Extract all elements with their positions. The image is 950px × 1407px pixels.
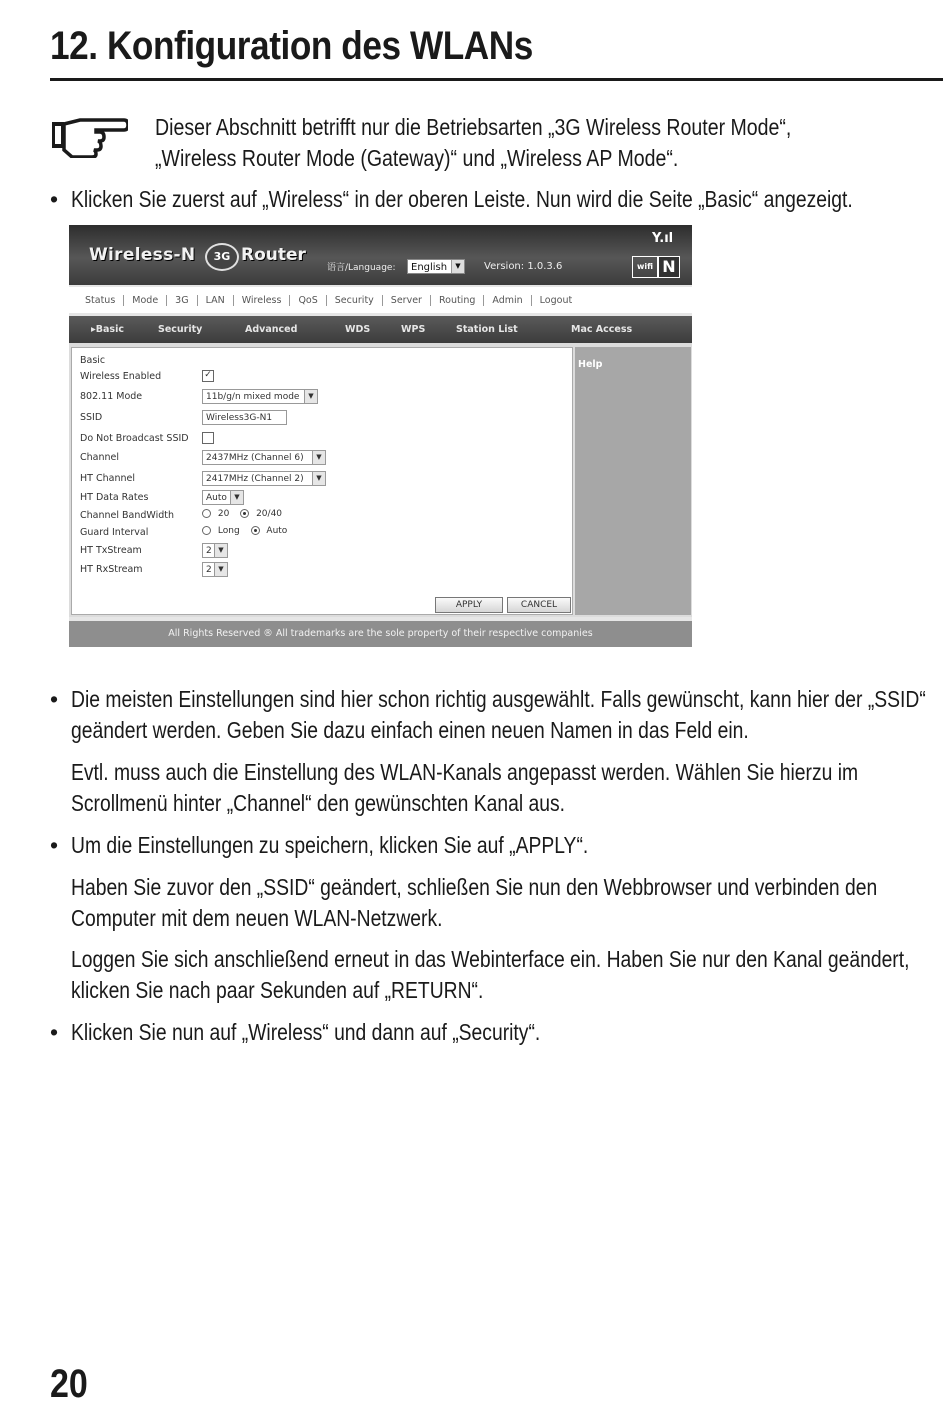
- paragraph-3: Evtl. muss auch die Einstellung des WLAN-Kanals angepasst werden. Wählen Sie hierzu im Scrollmenü hinter „Channel“ den gewünschten Kanal aus.: [71, 759, 859, 816]
- chevron-down-icon: ▼: [451, 260, 464, 273]
- tx-stream-select[interactable]: 2 ▼: [202, 543, 228, 558]
- cancel-button[interactable]: CANCEL: [507, 597, 571, 613]
- top-navigation: [69, 287, 692, 313]
- chevron-down-icon: ▼: [304, 390, 317, 403]
- tab-mac-access[interactable]: Mac Access: [571, 324, 633, 335]
- language-select[interactable]: English ▼: [407, 259, 465, 274]
- tab-basic[interactable]: ▸Basic: [91, 324, 124, 335]
- router-screenshot: [69, 225, 692, 647]
- chevron-down-icon: ▼: [230, 491, 243, 504]
- help-panel: [575, 347, 691, 615]
- nav-status[interactable]: Status: [77, 295, 124, 306]
- wireless-sub-navigation: [69, 316, 692, 343]
- router-header: [69, 225, 692, 285]
- chevron-down-icon: ▼: [312, 451, 325, 464]
- bandwidth-20-label: 20: [217, 509, 230, 519]
- basic-settings-form: [71, 347, 573, 615]
- nav-admin[interactable]: Admin: [484, 295, 531, 306]
- chevron-down-icon: ▼: [214, 563, 227, 576]
- brand-3g-logo: 3G: [205, 243, 239, 271]
- bullet: •: [50, 186, 59, 212]
- page-title: 12. Konfiguration des WLANs: [50, 24, 533, 68]
- paragraph-7: Klicken Sie nun auf „Wireless“ und dann auf „Security“.: [71, 1019, 541, 1045]
- bandwidth-label: Channel BandWidth: [80, 510, 175, 521]
- nav-logout[interactable]: Logout: [539, 294, 573, 306]
- ht-rates-label: HT Data Rates: [80, 492, 149, 503]
- tab-security[interactable]: Security: [158, 324, 203, 335]
- paragraph-6: Loggen Sie sich anschließend erneut in das Webinterface ein. Haben Sie nur den Kanal geändert, klicken Sie nach paar Sekunden auf „RETURN“.: [71, 946, 910, 1003]
- nav-lan[interactable]: LAN: [198, 295, 234, 306]
- wireless-enabled-checkbox[interactable]: ✓: [202, 370, 214, 382]
- rx-stream-select[interactable]: 2 ▼: [202, 562, 228, 577]
- wireless-enabled-label: Wireless Enabled: [80, 371, 162, 382]
- guard-long-label: Long: [217, 526, 240, 536]
- help-title: Help: [578, 359, 603, 370]
- mode-select[interactable]: 11b/g/n mixed mode ▼: [202, 389, 318, 404]
- channel-label: Channel: [80, 452, 120, 463]
- chevron-down-icon: ▼: [312, 472, 325, 485]
- guard-auto-label: Auto: [266, 526, 288, 536]
- signal-antenna-icon: Y.ıl: [652, 231, 674, 246]
- ssid-input[interactable]: Wireless3G-N1: [202, 410, 287, 425]
- chevron-down-icon: ▼: [214, 544, 227, 557]
- no-broadcast-label: Do Not Broadcast SSID: [80, 433, 189, 444]
- tab-wds[interactable]: WDS: [345, 324, 371, 335]
- paragraph-4: Um die Einstellungen zu speichern, klicken Sie auf „APPLY“.: [71, 832, 589, 858]
- paragraph-5: Haben Sie zuvor den „SSID“ geändert, schließen Sie nun den Webbrowser und verbinden den Computer mit dem neuen WLAN-Netzwerk.: [71, 874, 878, 931]
- brand-router: Router: [241, 245, 306, 265]
- tab-wps[interactable]: WPS: [401, 324, 426, 335]
- bandwidth-20-40-label: 20/40: [256, 509, 283, 519]
- title-rule: [50, 78, 943, 81]
- rx-stream-label: HT RxStream: [80, 564, 143, 575]
- nav-security[interactable]: Security: [327, 295, 383, 306]
- paragraph-2: Die meisten Einstellungen sind hier schon richtig ausgewählt. Falls gewünscht, kann hier der „SSID“ geändert werden. Geben Sie dazu einfach einen neuen Namen in das Feld ein.: [71, 686, 926, 743]
- ht-channel-label: HT Channel: [80, 473, 135, 484]
- paragraph-1: Klicken Sie zuerst auf „Wireless“ in der oberen Leiste. Nun wird die Seite „Basic“ angezeigt.: [71, 186, 853, 212]
- firmware-version: Version: 1.0.3.6: [484, 261, 563, 272]
- ht-rates-select[interactable]: Auto ▼: [202, 490, 244, 505]
- apply-button[interactable]: APPLY: [435, 597, 503, 613]
- bullet: •: [50, 1019, 59, 1045]
- tx-stream-label: HT TxStream: [80, 545, 142, 556]
- tab-station-list[interactable]: Station List: [456, 324, 518, 335]
- ssid-label: SSID: [80, 412, 103, 423]
- nav-routing[interactable]: Routing: [431, 295, 484, 306]
- guard-long-radio[interactable]: [202, 526, 211, 535]
- pointing-hand-icon: [50, 112, 128, 158]
- guard-interval-label: Guard Interval: [80, 527, 149, 538]
- section-title: Basic: [80, 355, 106, 366]
- language-label: 语言/Language:: [327, 263, 396, 273]
- n-badge-icon: N: [658, 256, 680, 278]
- bandwidth-20-radio[interactable]: [202, 509, 211, 518]
- router-footer: All Rights Reserved ® All trademarks are the sole property of their respective companies: [69, 621, 692, 647]
- no-broadcast-checkbox[interactable]: [202, 432, 214, 444]
- ht-channel-select[interactable]: 2417MHz (Channel 2) ▼: [202, 471, 326, 486]
- nav-wireless[interactable]: Wireless: [234, 295, 291, 306]
- brand-wireless-n: Wireless-N: [89, 245, 196, 265]
- bullet: •: [50, 686, 59, 712]
- tab-advanced[interactable]: Advanced: [245, 324, 298, 335]
- nav-mode[interactable]: Mode: [124, 295, 167, 306]
- channel-select[interactable]: 2437MHz (Channel 6) ▼: [202, 450, 326, 465]
- nav-qos[interactable]: QoS: [290, 295, 326, 306]
- guard-auto-radio[interactable]: [251, 526, 260, 535]
- nav-server[interactable]: Server: [383, 295, 431, 306]
- page-number: 20: [50, 1362, 88, 1406]
- bandwidth-20-40-radio[interactable]: [240, 509, 249, 518]
- wifi-logo-icon: wifi: [632, 256, 658, 278]
- nav-3g[interactable]: 3G: [167, 295, 197, 306]
- bullet: •: [50, 832, 59, 858]
- mode-note: Dieser Abschnitt betrifft nur die Betriebsarten „3G Wireless Router Mode“, „Wireless Router Mode (Gateway)“ und „Wireless AP Mode“.: [155, 114, 792, 171]
- content-panel: [69, 343, 692, 617]
- mode-label: 802.11 Mode: [80, 391, 143, 402]
